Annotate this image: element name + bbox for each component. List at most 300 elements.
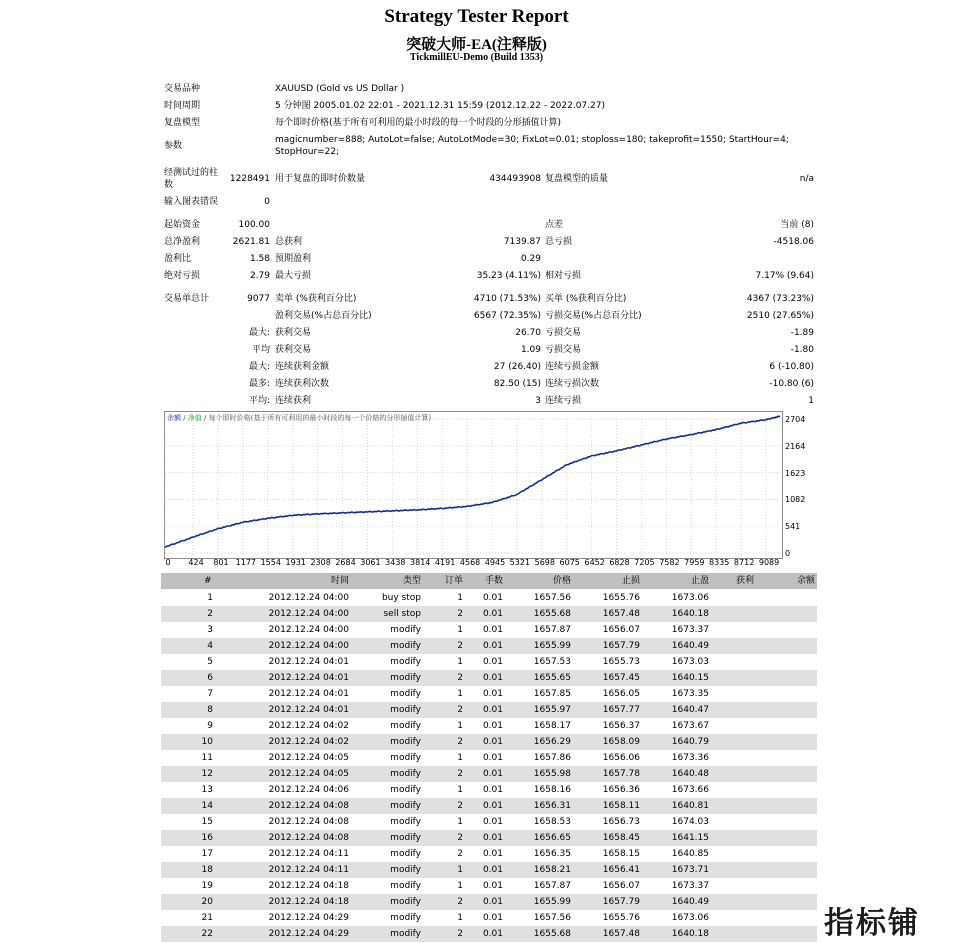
cell-type: modify	[390, 769, 421, 779]
cell-time: 2012.12.24 04:08	[268, 833, 349, 843]
x-tick-label: 424	[188, 558, 204, 567]
largest-profit-label: 获利交易	[275, 328, 312, 338]
cell-time: 2012.12.24 04:05	[268, 769, 349, 779]
cell-takeprofit: 1640.15	[671, 673, 709, 683]
cell-price: 1656.35	[533, 849, 571, 859]
watermark-logo: 指标铺	[824, 906, 920, 941]
bars-value: 1228491	[229, 174, 270, 184]
cell-stoploss: 1658.11	[602, 801, 640, 811]
cell-takeprofit: 1640.47	[671, 705, 709, 715]
cell-stoploss: 1657.79	[602, 641, 640, 651]
cell-number: 5	[207, 657, 213, 667]
average-profit-value: 1.09	[520, 345, 541, 355]
cell-number: 7	[207, 689, 213, 699]
cell-price: 1655.99	[533, 897, 571, 907]
average-prefix: 平均	[251, 345, 270, 355]
cell-type: modify	[390, 657, 421, 667]
cell-order: 1	[457, 689, 463, 699]
legend-separator: /	[181, 414, 188, 422]
cell-stoploss: 1655.73	[602, 657, 640, 667]
cell-price: 1656.31	[533, 801, 571, 811]
cell-price: 1657.56	[533, 593, 571, 603]
net-profit-label: 总净盈利	[164, 237, 201, 247]
bars-label-2: 数	[164, 180, 174, 190]
cell-size: 0.01	[482, 849, 503, 859]
average-consecutive-prefix: 平均:	[248, 396, 270, 406]
cell-time: 2012.12.24 04:08	[268, 817, 349, 827]
cell-order: 2	[457, 737, 463, 747]
cell-number: 11	[201, 753, 213, 763]
table-row	[161, 894, 817, 910]
deposit-value: 100.00	[238, 220, 270, 230]
cell-stoploss: 1656.73	[602, 817, 640, 827]
x-tick-label: 5698	[534, 558, 555, 567]
y-tick-label: 0	[785, 549, 791, 558]
cell-price: 1658.16	[533, 785, 571, 795]
cell-order: 2	[457, 609, 463, 619]
errors-label: 输入图表错误	[164, 197, 219, 207]
errors-value: 0	[264, 197, 270, 207]
table-row	[161, 638, 817, 654]
total-trades-label: 交易单总计	[164, 294, 210, 304]
cell-price: 1656.65	[533, 833, 571, 843]
max-drawdown-value: 35.23 (4.11%)	[476, 271, 541, 281]
cell-time: 2012.12.24 04:02	[268, 721, 349, 731]
x-tick-label: 6828	[609, 558, 630, 567]
header-balance: 余额	[796, 576, 815, 586]
relative-drawdown-value: 7.17% (9.64)	[755, 271, 814, 281]
x-tick-label: 4568	[459, 558, 481, 567]
cell-type: modify	[390, 705, 421, 715]
most-consecutive-losses-label: 连续亏损次数	[545, 379, 600, 389]
cell-time: 2012.12.24 04:02	[268, 737, 349, 747]
cell-stoploss: 1656.06	[602, 753, 640, 763]
table-row	[161, 830, 817, 846]
table-row	[161, 814, 817, 830]
cell-price: 1656.29	[533, 737, 571, 747]
cell-size: 0.01	[482, 833, 503, 843]
cell-order: 1	[457, 817, 463, 827]
cell-stoploss: 1656.07	[602, 625, 640, 635]
cell-stoploss: 1657.45	[602, 673, 640, 683]
x-tick-label: 4945	[484, 558, 506, 567]
cell-takeprofit: 1640.79	[671, 737, 709, 747]
header-price: 价格	[552, 576, 571, 586]
gross-profit-value: 7139.87	[503, 237, 541, 247]
cell-price: 1657.87	[533, 625, 571, 635]
model-label: 复盘模型	[164, 118, 201, 128]
header-stoploss: 止损	[621, 576, 640, 586]
cell-stoploss: 1656.37	[602, 721, 640, 731]
cell-number: 2	[207, 609, 213, 619]
cell-time: 2012.12.24 04:08	[268, 801, 349, 811]
cell-type: modify	[390, 833, 421, 843]
x-tick-label: 1931	[285, 558, 306, 567]
cell-takeprofit: 1673.06	[671, 593, 709, 603]
cell-size: 0.01	[482, 753, 503, 763]
cell-size: 0.01	[482, 913, 503, 923]
cell-size: 0.01	[482, 785, 503, 795]
relative-drawdown-label: 相对亏损	[545, 271, 582, 281]
cell-stoploss: 1656.05	[602, 689, 640, 699]
cell-type: modify	[390, 753, 421, 763]
cell-number: 12	[201, 769, 213, 779]
legend-separator: /	[201, 414, 209, 422]
cell-stoploss: 1657.77	[602, 705, 640, 715]
table-row	[161, 798, 817, 814]
cell-time: 2012.12.24 04:00	[268, 625, 349, 635]
bars-label-1: 经测试过的柱	[164, 168, 219, 178]
balance-line	[165, 416, 780, 547]
legend-equity: 净值	[187, 414, 202, 422]
cell-stoploss: 1658.15	[602, 849, 640, 859]
table-row	[161, 782, 817, 798]
x-tick-label: 6452	[584, 558, 605, 567]
cell-type: modify	[390, 737, 421, 747]
cell-price: 1655.97	[533, 705, 571, 715]
cell-takeprofit: 1640.18	[671, 929, 709, 939]
cell-price: 1655.68	[533, 609, 571, 619]
largest-loss-value: -1.89	[790, 328, 814, 338]
x-tick-label: 3061	[360, 558, 381, 567]
y-tick-label: 1082	[785, 495, 806, 505]
cell-number: 14	[201, 801, 213, 811]
cell-size: 0.01	[482, 673, 503, 683]
most-consecutive-wins-value: 82.50 (15)	[493, 379, 541, 389]
x-tick-label: 7205	[634, 558, 655, 567]
long-positions-label: 买单 (%获利百分比)	[545, 294, 627, 304]
x-tick-label: 2684	[335, 558, 356, 567]
cell-order: 1	[457, 657, 463, 667]
cell-type: modify	[390, 849, 421, 859]
cell-stoploss: 1658.09	[602, 737, 640, 747]
expected-payoff-label: 预期盈利	[275, 254, 312, 264]
legend-model: 每个即时价格(基于所有可利用的最小时段的每一个价格的分形插值计算)	[208, 414, 432, 422]
cell-takeprofit: 1674.03	[671, 817, 709, 827]
cell-stoploss: 1656.36	[602, 785, 640, 795]
spread-label: 点差	[545, 220, 564, 230]
cell-number: 6	[207, 673, 213, 683]
largest-prefix: 最大:	[248, 328, 270, 338]
cell-type: modify	[390, 897, 421, 907]
ticks-value: 434493908	[489, 174, 541, 184]
cell-size: 0.01	[482, 817, 503, 827]
cell-size: 0.01	[482, 881, 503, 891]
cell-size: 0.01	[482, 897, 503, 907]
max-consecutive-wins-value: 27 (26.40)	[493, 362, 541, 372]
most-consecutive-losses-value: -10.80 (6)	[769, 379, 814, 389]
header-number: #	[204, 576, 212, 586]
cell-type: modify	[390, 881, 421, 891]
cell-stoploss: 1655.76	[602, 913, 640, 923]
chart-legend	[167, 414, 431, 423]
trades-table-header	[161, 573, 817, 589]
cell-order: 1	[457, 881, 463, 891]
x-tick-label: 2308	[310, 558, 331, 567]
gross-loss-label: 总亏损	[545, 237, 573, 247]
cell-time: 2012.12.24 04:00	[268, 641, 349, 651]
cell-number: 16	[201, 833, 213, 843]
cell-order: 2	[457, 769, 463, 779]
max-drawdown-label: 最大亏损	[275, 271, 312, 281]
header-takeprofit: 止盈	[690, 576, 709, 586]
cell-number: 1	[207, 593, 213, 603]
x-tick-label: 8335	[708, 558, 730, 567]
short-positions-value: 4710 (71.53%)	[473, 294, 541, 304]
cell-stoploss: 1656.07	[602, 881, 640, 891]
cell-takeprofit: 1640.49	[671, 897, 709, 907]
cell-type: modify	[390, 673, 421, 683]
cell-time: 2012.12.24 04:06	[268, 785, 349, 795]
max-consecutive-losses-value: 6 (-10.80)	[769, 362, 814, 372]
cell-takeprofit: 1640.48	[671, 769, 709, 779]
cell-size: 0.01	[482, 705, 503, 715]
short-positions-label: 卖单 (%获利百分比)	[275, 294, 357, 304]
cell-number: 9	[207, 721, 213, 731]
average-consecutive-losses-value: 1	[808, 396, 814, 406]
cell-order: 2	[457, 801, 463, 811]
table-row	[161, 670, 817, 686]
average-profit-label: 获利交易	[275, 345, 312, 355]
cell-time: 2012.12.24 04:01	[268, 689, 349, 699]
y-tick-label: 541	[785, 522, 801, 532]
cell-size: 0.01	[482, 801, 503, 811]
period-label: 时间周期	[164, 101, 201, 111]
cell-number: 19	[201, 881, 213, 891]
cell-order: 2	[457, 673, 463, 683]
average-consecutive-wins-value: 3	[535, 396, 541, 406]
legend-balance: 余额	[167, 414, 181, 422]
profit-trades-label: 盈利交易(%占总百分比)	[275, 311, 372, 321]
cell-number: 17	[201, 849, 213, 859]
table-row	[161, 718, 817, 734]
model-value: 每个即时价格(基于所有可利用的最小时段的每一个时段的分形插值计算)	[275, 118, 562, 128]
cell-order: 2	[457, 929, 463, 939]
cell-time: 2012.12.24 04:01	[268, 657, 349, 667]
cell-price: 1655.99	[533, 641, 571, 651]
ticks-label: 用于复盘的即时价数量	[275, 174, 366, 184]
table-row	[161, 750, 817, 766]
cell-order: 1	[457, 753, 463, 763]
cell-price: 1657.87	[533, 881, 571, 891]
cell-stoploss: 1656.41	[602, 865, 640, 875]
cell-stoploss: 1657.48	[602, 929, 640, 939]
expected-payoff-value: 0.29	[520, 254, 541, 264]
most-prefix: 最多:	[248, 379, 270, 389]
cell-type: modify	[390, 817, 421, 827]
gross-loss-value: -4518.06	[773, 237, 814, 247]
table-row	[161, 622, 817, 638]
x-tick-label: 1554	[260, 558, 281, 567]
loss-trades-label: 亏损交易(%占总百分比)	[545, 311, 642, 321]
cell-size: 0.01	[482, 865, 503, 875]
header-time: 时间	[330, 576, 349, 586]
cell-size: 0.01	[482, 593, 503, 603]
cell-time: 2012.12.24 04:05	[268, 753, 349, 763]
cell-size: 0.01	[482, 721, 503, 731]
cell-size: 0.01	[482, 657, 503, 667]
x-tick-label: 6075	[559, 558, 580, 567]
cell-time: 2012.12.24 04:11	[268, 865, 349, 875]
table-row	[161, 926, 817, 942]
table-row	[161, 846, 817, 862]
cell-time: 2012.12.24 04:01	[268, 673, 349, 683]
cell-order: 2	[457, 849, 463, 859]
cell-takeprofit: 1640.18	[671, 609, 709, 619]
profit-factor-value: 1.58	[249, 254, 270, 264]
table-row	[161, 734, 817, 750]
table-row	[161, 862, 817, 878]
table-row	[161, 766, 817, 782]
cell-size: 0.01	[482, 689, 503, 699]
max-consecutive-wins-label: 连续获利金额	[275, 362, 330, 372]
balance-chart-plot	[164, 411, 783, 559]
cell-size: 0.01	[482, 641, 503, 651]
x-tick-label: 3814	[410, 558, 431, 567]
cell-order: 2	[457, 897, 463, 907]
largest-loss-label: 亏损交易	[545, 328, 582, 338]
symbol-label: 交易品种	[164, 84, 201, 94]
cell-takeprofit: 1673.67	[671, 721, 709, 731]
header-order: 订单	[444, 576, 463, 586]
cell-time: 2012.12.24 04:00	[268, 593, 349, 603]
cell-order: 1	[457, 625, 463, 635]
spread-value: 当前 (8)	[780, 220, 814, 230]
cell-type: sell stop	[383, 609, 421, 619]
cell-price: 1657.56	[533, 913, 571, 923]
cell-size: 0.01	[482, 625, 503, 635]
cell-price: 1655.98	[533, 769, 571, 779]
period-value: 5 分钟图 2005.01.02 22:01 - 2021.12.31 15:59 (2012.12.22 - 2022.07.27)	[275, 101, 605, 111]
cell-type: modify	[390, 689, 421, 699]
y-tick-label: 2164	[785, 441, 806, 451]
header-profit: 获利	[735, 576, 754, 586]
cell-order: 1	[457, 865, 463, 875]
table-row	[161, 654, 817, 670]
params-line-2: StopHour=22;	[275, 147, 340, 157]
cell-time: 2012.12.24 04:29	[268, 929, 349, 939]
cell-type: buy stop	[381, 593, 421, 603]
cell-stoploss: 1657.48	[602, 609, 640, 619]
cell-price: 1657.85	[533, 689, 571, 699]
long-positions-value: 4367 (73.23%)	[746, 294, 814, 304]
average-consecutive-wins-label: 连续获利	[275, 396, 312, 406]
cell-takeprofit: 1673.37	[671, 881, 709, 891]
cell-takeprofit: 1640.85	[671, 849, 709, 859]
average-loss-value: -1.80	[790, 345, 814, 355]
header-type: 类型	[402, 576, 421, 586]
cell-type: modify	[390, 625, 421, 635]
net-profit-value: 2621.81	[232, 237, 270, 247]
cell-price: 1657.86	[533, 753, 571, 763]
x-tick-label: 9089	[758, 558, 780, 567]
cell-takeprofit: 1640.49	[671, 641, 709, 651]
cell-order: 2	[457, 641, 463, 651]
table-row	[161, 702, 817, 718]
cell-number: 18	[201, 865, 213, 875]
table-row	[161, 910, 817, 926]
cell-order: 1	[457, 785, 463, 795]
cell-takeprofit: 1673.35	[671, 689, 709, 699]
x-tick-label: 801	[213, 558, 229, 567]
cell-takeprofit: 1673.36	[671, 753, 709, 763]
gross-profit-label: 总获利	[275, 237, 303, 247]
cell-time: 2012.12.24 04:11	[268, 849, 349, 859]
cell-takeprofit: 1641.15	[671, 833, 709, 843]
cell-number: 20	[201, 897, 213, 907]
cell-time: 2012.12.24 04:18	[268, 897, 349, 907]
symbol-value: XAUUSD (Gold vs US Dollar )	[275, 84, 405, 94]
cell-number: 21	[201, 913, 213, 923]
cell-takeprofit: 1673.37	[671, 625, 709, 635]
table-row	[161, 590, 817, 606]
cell-stoploss: 1655.76	[602, 593, 640, 603]
cell-type: modify	[390, 721, 421, 731]
y-tick-label: 1623	[785, 468, 806, 478]
server-build: TickmillEU-Demo (Build 1353)	[409, 52, 544, 63]
cell-price: 1655.65	[533, 673, 571, 683]
params-label: 参数	[164, 141, 183, 151]
cell-takeprofit: 1673.66	[671, 785, 709, 795]
x-tick-label: 4191	[434, 558, 456, 567]
cell-size: 0.01	[482, 929, 503, 939]
cell-type: modify	[390, 785, 421, 795]
cell-takeprofit: 1673.71	[671, 865, 709, 875]
cell-order: 1	[457, 913, 463, 923]
x-tick-label: 3438	[385, 558, 406, 567]
params-line-1: magicnumber=888; AutoLot=false; AutoLotMode=30; FixLot=0.01; stoploss=180; takeprofit=1550; StartHour=4;	[275, 135, 789, 145]
y-tick-label: 2704	[785, 415, 806, 424]
cell-stoploss: 1657.79	[602, 897, 640, 907]
max-consecutive-losses-label: 连续亏损金额	[545, 362, 600, 372]
profit-factor-label: 盈利比	[164, 254, 192, 264]
average-consecutive-losses-label: 连续亏损	[545, 396, 582, 406]
x-tick-label: 7959	[684, 558, 705, 567]
table-row	[161, 686, 817, 702]
cell-time: 2012.12.24 04:18	[268, 881, 349, 891]
cell-stoploss: 1657.78	[602, 769, 640, 779]
average-loss-label: 亏损交易	[545, 345, 582, 355]
cell-price: 1657.53	[533, 657, 571, 667]
cell-order: 2	[457, 705, 463, 715]
cell-number: 15	[201, 817, 213, 827]
cell-size: 0.01	[482, 609, 503, 619]
cell-size: 0.01	[482, 769, 503, 779]
quality-label: 复盘模型的质量	[545, 174, 609, 184]
maximum-prefix: 最大:	[248, 362, 270, 372]
cell-takeprofit: 1673.03	[671, 657, 709, 667]
cell-price: 1658.17	[533, 721, 571, 731]
largest-profit-value: 26.70	[515, 328, 541, 338]
report-title: Strategy Tester Report	[384, 6, 569, 27]
cell-time: 2012.12.24 04:01	[268, 705, 349, 715]
cell-order: 1	[457, 721, 463, 731]
cell-takeprofit: 1640.81	[671, 801, 709, 811]
absolute-drawdown-label: 绝对亏损	[164, 271, 201, 281]
cell-order: 1	[457, 593, 463, 603]
deposit-label: 起始资金	[164, 220, 201, 230]
cell-time: 2012.12.24 04:00	[268, 609, 349, 619]
x-tick-label: 0	[165, 558, 171, 567]
table-row	[161, 606, 817, 622]
x-tick-label: 8712	[733, 558, 755, 567]
cell-number: 10	[201, 737, 213, 747]
x-tick-label: 1177	[235, 558, 257, 567]
total-trades-value: 9077	[247, 294, 270, 304]
cell-type: modify	[390, 865, 421, 875]
cell-price: 1655.68	[533, 929, 571, 939]
table-row	[161, 878, 817, 894]
